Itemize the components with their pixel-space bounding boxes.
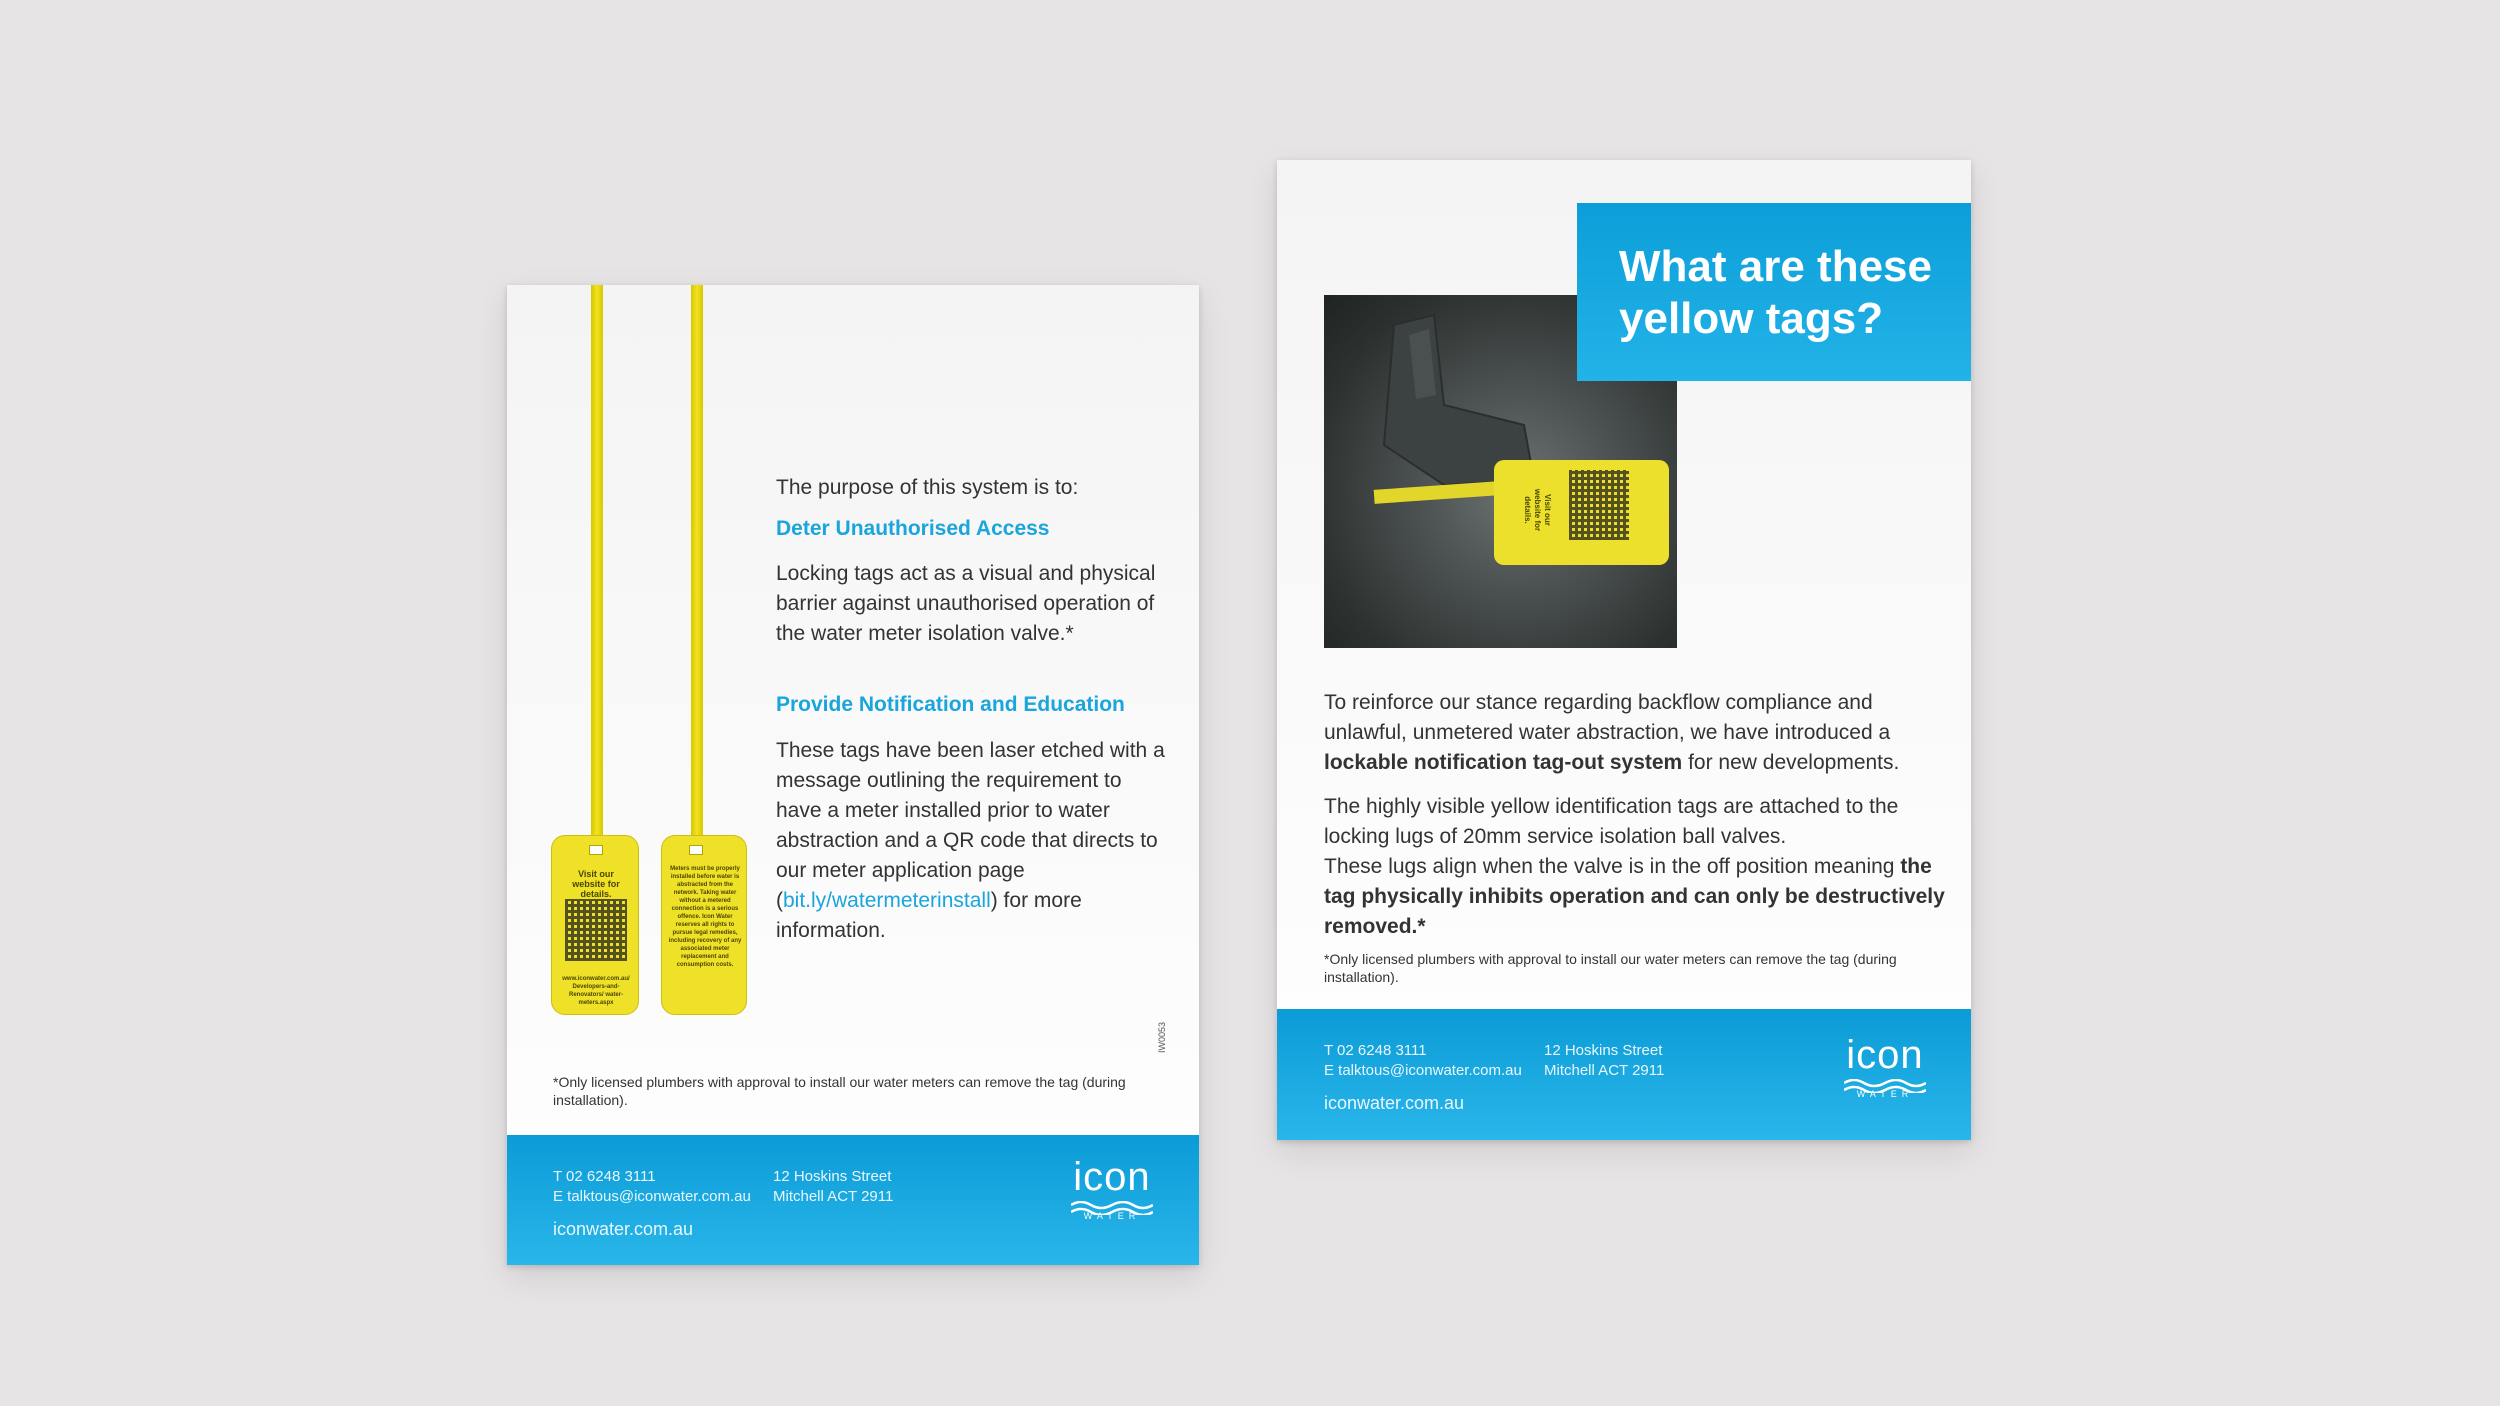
footer-website[interactable]: iconwater.com.au bbox=[1324, 1093, 1465, 1113]
left-footer-address bbox=[773, 1167, 893, 1207]
footer-suburb: Mitchell ACT 2911 bbox=[1544, 1062, 1665, 1079]
tag-front-url: www.iconwater.com.au/ Developers-and-Renovators/ water-meters.aspx bbox=[562, 976, 630, 1006]
photo-tag-text: Visit our website for details. bbox=[1523, 488, 1552, 532]
meter-install-link[interactable]: bit.ly/watermeterinstall bbox=[783, 889, 991, 912]
right-footer-address bbox=[1544, 1041, 1664, 1081]
left-footer-contact bbox=[553, 1167, 751, 1207]
tag-front-text: Visit our website for details. bbox=[572, 869, 620, 899]
right-flyer bbox=[1277, 160, 1971, 1140]
para-notification bbox=[776, 736, 1171, 946]
logo-word: icon bbox=[1846, 1033, 1924, 1077]
tags-text-a: The highly visible yellow identification tags are attached to the locking lugs of 20mm service isolation ball valves. bbox=[1324, 795, 1899, 848]
photo-qr-icon bbox=[1569, 470, 1629, 540]
icon-water-logo bbox=[1840, 1035, 1930, 1099]
left-flyer bbox=[507, 285, 1199, 1265]
footer-street: 12 Hoskins Street bbox=[1544, 1042, 1663, 1059]
right-footnote: *Only licensed plumbers with approval to install our water meters can remove the tag (during installation). bbox=[1324, 951, 1897, 985]
wave-icon bbox=[1844, 1079, 1926, 1093]
document-code: IW0053 bbox=[1157, 1021, 1167, 1053]
footer-email[interactable]: E talktous@iconwater.com.au bbox=[1324, 1062, 1522, 1079]
footer-phone: T 02 6248 3111 bbox=[1324, 1042, 1427, 1059]
tags-paragraph bbox=[1324, 792, 1949, 942]
intro-bold: lockable notification tag-out system bbox=[1324, 751, 1683, 774]
title-banner bbox=[1577, 203, 1971, 381]
heading-notification: Provide Notification and Education bbox=[776, 693, 1125, 716]
footer-email[interactable]: E talktous@iconwater.com.au bbox=[553, 1188, 751, 1205]
heading-deter-access: Deter Unauthorised Access bbox=[776, 517, 1050, 540]
para-notification-text-b: ) for more information. bbox=[776, 889, 1082, 942]
left-footnote: *Only licensed plumbers with approval to install our water meters can remove the tag (during installation). bbox=[553, 1074, 1126, 1108]
left-footer bbox=[507, 1135, 1199, 1265]
yellow-tag-front bbox=[549, 285, 639, 1015]
footer-website[interactable]: iconwater.com.au bbox=[553, 1219, 694, 1239]
title-line-2: yellow tags? bbox=[1619, 294, 1884, 343]
intro-text-b: for new developments. bbox=[1682, 751, 1900, 774]
footer-street: 12 Hoskins Street bbox=[773, 1168, 892, 1185]
title-line-1: What are these bbox=[1619, 242, 1932, 291]
para-notification-text-a: These tags have been laser etched with a message outlining the requirement to have a meter installed prior to water abstraction and a QR code that directs to our meter application page ( bbox=[776, 739, 1165, 912]
tags-bold: the tag physically inhibits operation and can only be destructively removed.* bbox=[1324, 855, 1945, 938]
tag-back-text: Meters must be properly installed before water is abstracted from the network. Taking water without a metered connection is a serious offence. Icon Water reserves all rights to pursue legal remedies, including recovery of any associated meter replacement and consumption costs. bbox=[668, 866, 742, 968]
right-footer-contact bbox=[1324, 1041, 1522, 1081]
logo-word: icon bbox=[1073, 1155, 1151, 1199]
wave-icon bbox=[1071, 1201, 1153, 1215]
footer-phone: T 02 6248 3111 bbox=[553, 1168, 656, 1185]
yellow-tag-back bbox=[659, 285, 749, 1015]
page-title bbox=[1619, 241, 1932, 345]
footer-suburb: Mitchell ACT 2911 bbox=[773, 1188, 894, 1205]
logo-sub: WATER bbox=[1083, 1211, 1141, 1221]
icon-water-logo bbox=[1067, 1157, 1157, 1221]
para-deter-access: Locking tags act as a visual and physical barrier against unauthorised operation of the water meter isolation valve.* bbox=[776, 562, 1156, 645]
tags-text-b: These lugs align when the valve is in the off position meaning bbox=[1324, 855, 1901, 878]
right-footer bbox=[1277, 1009, 1971, 1140]
purpose-intro: The purpose of this system is to: bbox=[776, 476, 1079, 499]
qr-code-icon bbox=[565, 899, 627, 961]
logo-sub: WATER bbox=[1856, 1089, 1914, 1099]
intro-paragraph bbox=[1324, 688, 1944, 778]
intro-text-a: To reinforce our stance regarding backflow compliance and unlawful, unmetered water abstraction, we have introduced a bbox=[1324, 691, 1891, 744]
